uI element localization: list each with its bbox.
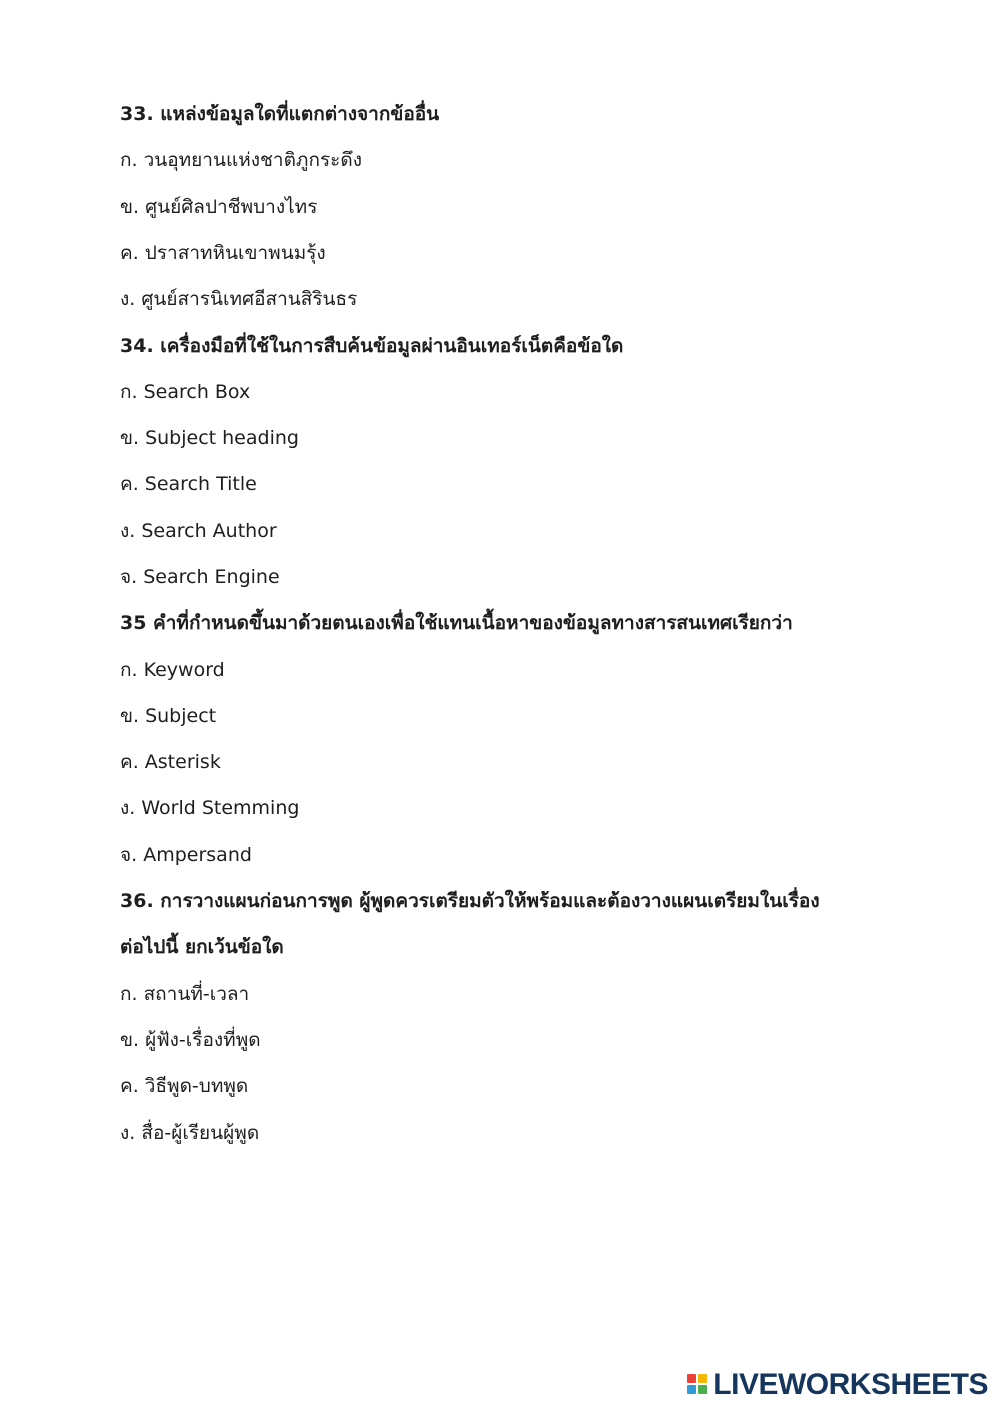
question-36-option-b: ข. ผู้ฟัง-เรื่องที่พูด <box>120 1029 261 1051</box>
question-33-option-b: ข. ศูนย์ศิลปาชีพบางไทร <box>120 196 318 218</box>
question-35-title: 35 คำที่กำหนดขึ้นมาด้วยตนเองเพื่อใช้แทนเนื้อหาของข้อมูลทางสารสนเทศเรียกว่า <box>120 612 793 634</box>
question-34-option-d: ง. Search Author <box>120 520 277 542</box>
liveworksheets-brand <box>687 1368 988 1402</box>
question-34-option-b: ข. Subject heading <box>120 427 299 449</box>
question-34-option-c: ค. Search Title <box>120 473 257 495</box>
question-34-option-a: ก. Search Box <box>120 381 251 403</box>
question-33-option-d: ง. ศูนย์สารนิเทศอีสานสิรินธร <box>120 288 358 310</box>
question-33-option-c: ค. ปราสาทหินเขาพนมรุ้ง <box>120 242 326 264</box>
question-36-title-line-2: ต่อไปนี้ ยกเว้นข้อใด <box>120 936 284 958</box>
question-35-option-d: ง. World Stemming <box>120 797 300 819</box>
question-34-title: 34. เครื่องมือที่ใช้ในการสืบค้นข้อมูลผ่านอินเทอร์เน็ตคือข้อใด <box>120 335 624 357</box>
question-36-option-d: ง. สื่อ-ผู้เรียนผู้พูด <box>120 1122 260 1144</box>
question-36-title-line-1: 36. การวางแผนก่อนการพูด ผู้พูดควรเตรียมตัวให้พร้อมและต้องวางแผนเตรียมในเรื่อง <box>120 890 820 912</box>
question-35-option-b: ข. Subject <box>120 705 217 727</box>
question-35-option-e: จ. Ampersand <box>120 844 252 866</box>
question-33-title: 33. แหล่งข้อมูลใดที่แตกต่างจากข้ออื่น <box>120 103 440 125</box>
question-35-option-a: ก. Keyword <box>120 659 225 681</box>
question-36-option-c: ค. วิธีพูด-บทพูด <box>120 1075 249 1097</box>
liveworksheets-logo-icon <box>687 1374 709 1396</box>
brand-name: LIVEWORKSHEETS <box>713 1368 988 1401</box>
question-35-option-c: ค. Asterisk <box>120 751 221 773</box>
question-33-option-a: ก. วนอุทยานแห่งชาติภูกระดึง <box>120 149 362 171</box>
question-36-option-a: ก. สถานที่-เวลา <box>120 983 250 1005</box>
question-34-option-e: จ. Search Engine <box>120 566 280 588</box>
